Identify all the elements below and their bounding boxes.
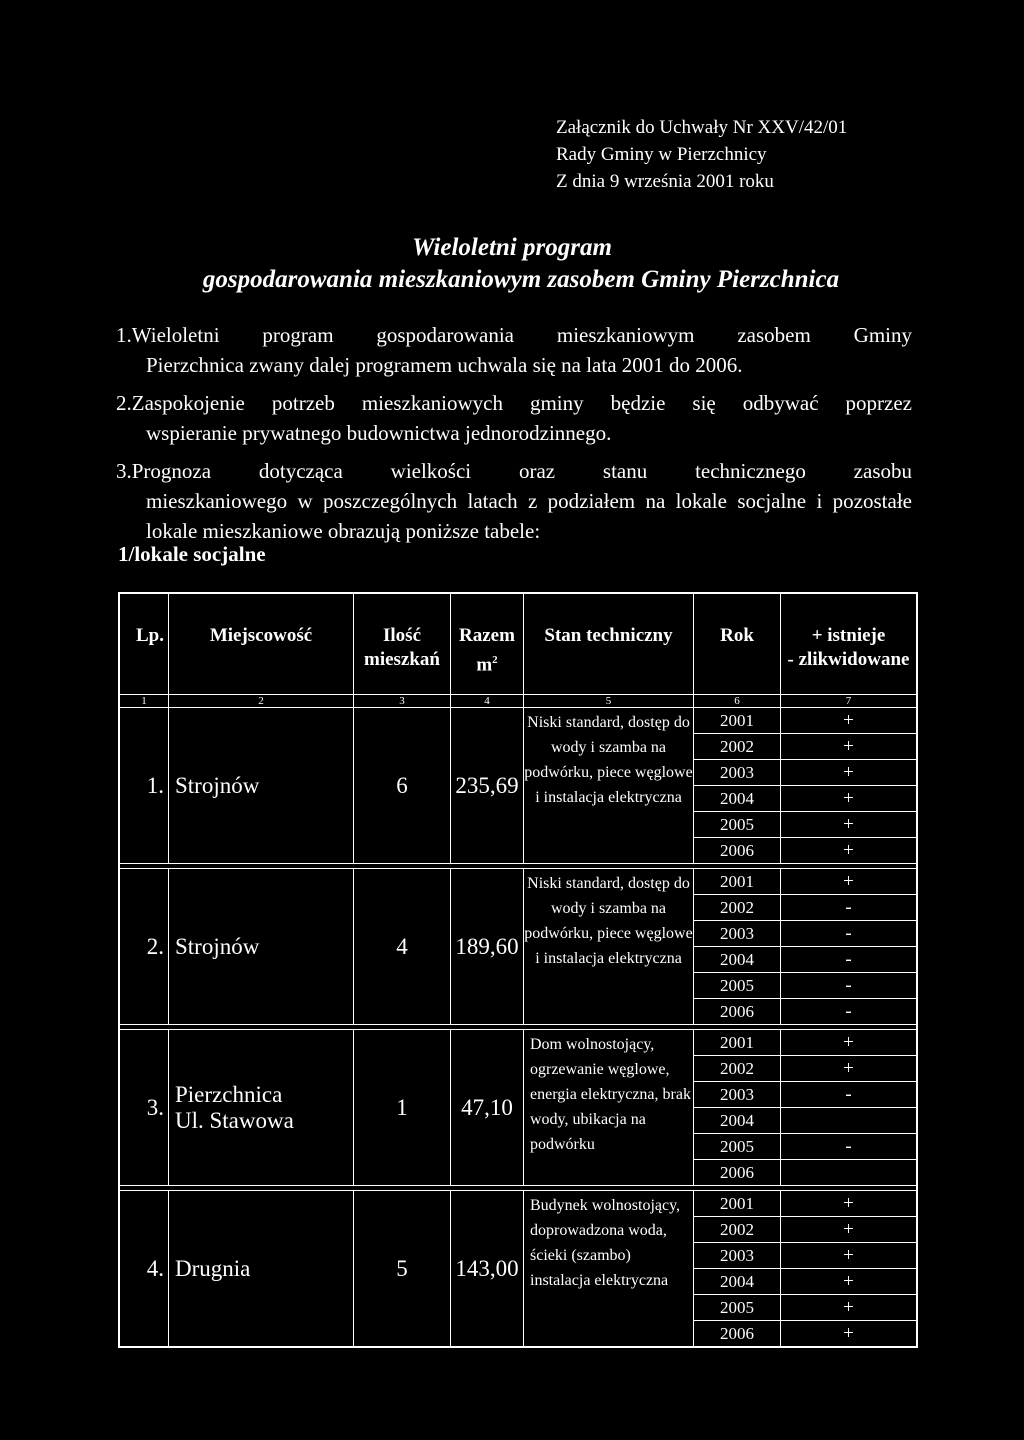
cell-status: + bbox=[781, 786, 918, 812]
paragraph-rest: mieszkaniowego w poszczególnych latach z podziałem na lokale socjalne i pozostałe lokale mieszkaniowe obrazują poniższe tabele: bbox=[146, 489, 912, 543]
cell-status: + bbox=[781, 1191, 918, 1217]
cell-status: + bbox=[781, 869, 918, 895]
cell-stan: Budynek wolnostojący, doprowadzona woda, ścieki (szambo) instalacja elektryczna bbox=[524, 1191, 694, 1348]
table-header-row bbox=[119, 593, 917, 695]
table-body bbox=[119, 708, 917, 1348]
paragraph-rest: Pierzchnica zwany dalej programem uchwala się na lata 2001 do 2006. bbox=[146, 353, 743, 377]
cell-status: - bbox=[781, 921, 918, 947]
cell-stan: Dom wolnostojący, ogrzewanie węglowe, energia elektryczna, brak wody, ubikacja na podwórku bbox=[524, 1030, 694, 1186]
cell-rok: 2003 bbox=[694, 760, 781, 786]
header-status-line: - zlikwidowane bbox=[787, 649, 910, 670]
cell-status: + bbox=[781, 760, 918, 786]
cell-status: + bbox=[781, 838, 918, 864]
col-number: 5 bbox=[524, 695, 694, 708]
cell-status: + bbox=[781, 1243, 918, 1269]
header-line: Z dnia 9 września 2001 roku bbox=[556, 171, 774, 192]
cell-ilosc: 1 bbox=[354, 1030, 451, 1186]
cell-rok: 2005 bbox=[694, 1295, 781, 1321]
cell-razem: 235,69 bbox=[451, 708, 524, 864]
paragraph-first-line: 1.Wieloletni program gospodarowania mieszkaniowym zasobem Gminy bbox=[116, 323, 912, 347]
cell-rok: 2006 bbox=[694, 999, 781, 1025]
table-row bbox=[119, 869, 917, 895]
cell-rok: 2004 bbox=[694, 1269, 781, 1295]
cell-rok: 2003 bbox=[694, 1243, 781, 1269]
cell-status: - bbox=[781, 1082, 918, 1108]
cell-ilosc: 6 bbox=[354, 708, 451, 864]
col-number: 7 bbox=[781, 695, 918, 708]
cell-lp: 1. bbox=[119, 708, 169, 864]
paragraph bbox=[116, 456, 912, 546]
col-number: 2 bbox=[169, 695, 354, 708]
cell-miejscowosc bbox=[169, 708, 354, 864]
cell-rok: 2005 bbox=[694, 1134, 781, 1160]
header-line: Rady Gminy w Pierzchnicy bbox=[556, 144, 767, 165]
cell-status: - bbox=[781, 895, 918, 921]
cell-status: + bbox=[781, 1269, 918, 1295]
cell-lp: 3. bbox=[119, 1030, 169, 1186]
document-title bbox=[0, 232, 1024, 296]
cell-status: + bbox=[781, 734, 918, 760]
cell-rok: 2002 bbox=[694, 1217, 781, 1243]
cell-rok: 2006 bbox=[694, 838, 781, 864]
cell-miejscowosc bbox=[169, 1030, 354, 1186]
paragraph bbox=[116, 388, 912, 448]
col-number: 6 bbox=[694, 695, 781, 708]
cell-miejscowosc-line: Pierzchnica bbox=[175, 1081, 283, 1107]
cell-status: - bbox=[781, 1134, 918, 1160]
header-razem bbox=[451, 593, 524, 695]
cell-status: + bbox=[781, 1217, 918, 1243]
cell-lp: 4. bbox=[119, 1191, 169, 1348]
paragraphs bbox=[116, 320, 912, 554]
header-status bbox=[781, 593, 918, 695]
cell-rok: 2001 bbox=[694, 1030, 781, 1056]
cell-rok: 2005 bbox=[694, 973, 781, 999]
cell-razem: 189,60 bbox=[451, 869, 524, 1025]
column-number-row bbox=[119, 695, 917, 708]
cell-status bbox=[781, 1160, 918, 1186]
table-row bbox=[119, 1191, 917, 1217]
header-lp: Lp. bbox=[119, 593, 169, 695]
cell-rok: 2005 bbox=[694, 812, 781, 838]
cell-rok: 2004 bbox=[694, 1108, 781, 1134]
col-number: 1 bbox=[119, 695, 169, 708]
cell-status: + bbox=[781, 812, 918, 838]
col-number: 4 bbox=[451, 695, 524, 708]
cell-rok: 2002 bbox=[694, 895, 781, 921]
cell-status: + bbox=[781, 1030, 918, 1056]
document-header bbox=[556, 114, 847, 195]
cell-status: - bbox=[781, 999, 918, 1025]
cell-rok: 2002 bbox=[694, 734, 781, 760]
cell-status: + bbox=[781, 708, 918, 734]
table-row bbox=[119, 708, 917, 734]
cell-rok: 2006 bbox=[694, 1321, 781, 1348]
cell-rok: 2002 bbox=[694, 1056, 781, 1082]
header-razem-text: Razem m bbox=[459, 625, 515, 676]
cell-status: - bbox=[781, 947, 918, 973]
header-ilosc: Ilość mieszkań bbox=[354, 593, 451, 695]
cell-status: + bbox=[781, 1056, 918, 1082]
table-row bbox=[119, 1030, 917, 1056]
cell-miejscowosc-line: Ul. Stawowa bbox=[175, 1107, 294, 1133]
cell-miejscowosc bbox=[169, 869, 354, 1025]
cell-status: + bbox=[781, 1321, 918, 1348]
paragraph-rest: wspieranie prywatnego budownictwa jednorodzinnego. bbox=[146, 421, 612, 445]
section-title: 1/lokale socjalne bbox=[118, 542, 266, 566]
cell-rok: 2004 bbox=[694, 786, 781, 812]
header-stan: Stan techniczny bbox=[524, 593, 694, 695]
header-status-line: + istnieje bbox=[811, 625, 886, 646]
cell-rok: 2003 bbox=[694, 1082, 781, 1108]
cell-razem: 47,10 bbox=[451, 1030, 524, 1186]
cell-miejscowosc-line: Strojnów bbox=[175, 772, 260, 798]
col-number: 3 bbox=[354, 695, 451, 708]
paragraph-first-line: 3.Prognoza dotycząca wielkości oraz stanu technicznego zasobu bbox=[116, 459, 912, 483]
cell-miejscowosc-line: Drugnia bbox=[175, 1255, 251, 1281]
cell-stan: Niski standard, dostęp do wody i szamba na podwórku, piece węglowe i instalacja elektryczna bbox=[524, 708, 694, 864]
cell-lp: 2. bbox=[119, 869, 169, 1025]
cell-status bbox=[781, 1108, 918, 1134]
cell-status: - bbox=[781, 973, 918, 999]
cell-ilosc: 4 bbox=[354, 869, 451, 1025]
social-housing-table bbox=[118, 592, 918, 1348]
cell-status: + bbox=[781, 1295, 918, 1321]
title-line: gospodarowania mieszkaniowym zasobem Gminy Pierzchnica bbox=[202, 266, 840, 293]
header-line: Załącznik do Uchwały Nr XXV/42/01 bbox=[556, 117, 848, 138]
cell-rok: 2004 bbox=[694, 947, 781, 973]
title-line: Wieloletni program bbox=[412, 234, 612, 261]
cell-razem: 143,00 bbox=[451, 1191, 524, 1348]
paragraph-first-line: 2.Zaspokojenie potrzeb mieszkaniowych gminy będzie się odbywać poprzez bbox=[116, 391, 912, 415]
header-rok: Rok bbox=[694, 593, 781, 695]
paragraph bbox=[116, 320, 912, 380]
header-miejscowosc: Miejscowość bbox=[169, 593, 354, 695]
cell-ilosc: 5 bbox=[354, 1191, 451, 1348]
cell-miejscowosc-line: Strojnów bbox=[175, 933, 260, 959]
cell-stan: Niski standard, dostęp do wody i szamba na podwórku, piece węglowe i instalacja elektryczna bbox=[524, 869, 694, 1025]
cell-rok: 2001 bbox=[694, 1191, 781, 1217]
header-razem-sup: 2 bbox=[492, 654, 498, 666]
cell-miejscowosc bbox=[169, 1191, 354, 1348]
cell-rok: 2006 bbox=[694, 1160, 781, 1186]
cell-rok: 2003 bbox=[694, 921, 781, 947]
cell-rok: 2001 bbox=[694, 869, 781, 895]
cell-rok: 2001 bbox=[694, 708, 781, 734]
